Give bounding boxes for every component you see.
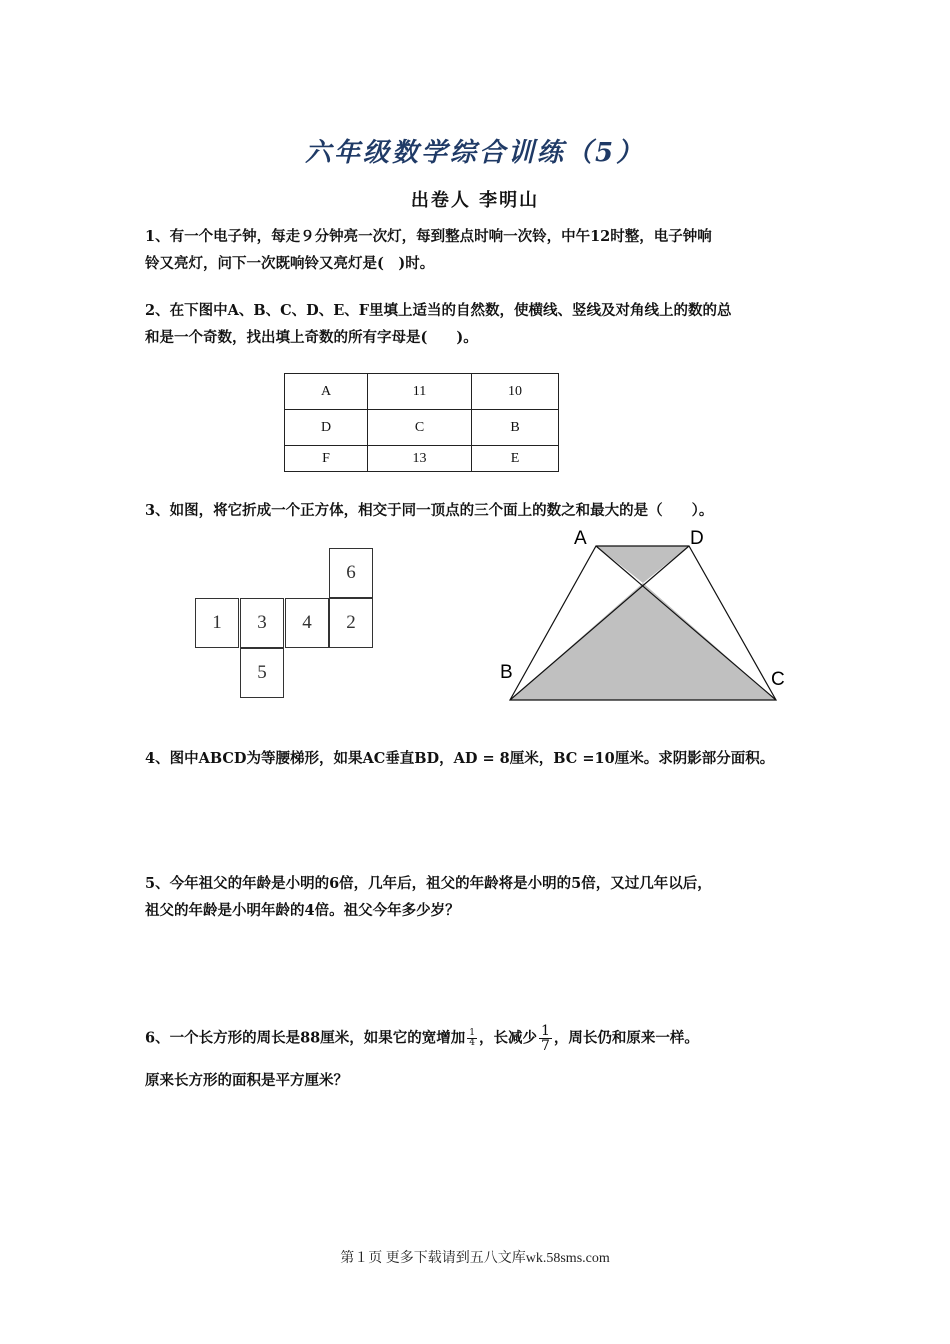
question-2-line-2: 和是一个奇数，找出填上奇数的所有字母是( )。 [145, 329, 478, 346]
cube-face-top: 6 [329, 548, 373, 598]
cube-face-bottom: 5 [240, 648, 284, 698]
question-2-line-1: 2、在下图中A、B、C、D、E、F里填上适当的自然数，使横线、竖线及对角线上的数的总 [145, 302, 732, 319]
vertex-label-c: C [771, 669, 785, 690]
author-line: 出卷人 李明山 [410, 190, 540, 211]
question-6-line-1 [145, 1024, 815, 1053]
vertex-label-a: A [574, 528, 587, 549]
table-cell: 10 [472, 374, 559, 410]
letter-grid-table [284, 373, 559, 472]
question-5 [145, 870, 815, 924]
question-5-line-1: 5、今年祖父的年龄是小明的6倍，几年后，祖父的年龄将是小明的5倍，又过几年以后， [145, 875, 712, 892]
cube-face-3: 4 [285, 598, 329, 648]
fraction-one-quarter: $\frac{1}{4}$ [469, 1028, 475, 1048]
question-3 [145, 497, 815, 524]
table-cell: D [285, 410, 368, 446]
trapezoid-figure [495, 522, 800, 712]
question-6-text-1: 6、一个长方形的周长是88厘米，如果它的宽增加 [145, 1029, 466, 1047]
vertex-label-b: B [500, 662, 513, 683]
question-6-line-2: 原来长方形的面积是平方厘米？ [145, 1072, 348, 1089]
shaded-top-triangle [596, 546, 689, 583]
vertex-label-d: D [690, 528, 704, 549]
table-cell: A [285, 374, 368, 410]
table-cell: C [368, 410, 472, 446]
cube-net-figure [195, 548, 375, 703]
table-cell: 13 [368, 446, 472, 472]
question-1-line-2: 铃又亮灯，问下一次既响铃又亮灯是( )时。 [145, 255, 435, 272]
table-cell: B [472, 410, 559, 446]
table-cell: E [472, 446, 559, 472]
question-1-line-1: 1、有一个电子钟，每走９分钟亮一次灯，每到整点时响一次铃，中午12时整，电子钟响 [145, 228, 712, 245]
table-row [285, 374, 559, 410]
cube-face-4: 2 [329, 598, 373, 648]
table-row [285, 446, 559, 472]
page-footer: 第１页 更多下载请到五八文库wk.58sms.com [340, 1251, 610, 1266]
question-1 [145, 223, 815, 277]
question-3-line-1: 3、如图，将它折成一个正方体，相交于同一顶点的三个面上的数之和最大的是（ ）。 [145, 502, 714, 519]
table-cell: F [285, 446, 368, 472]
cube-face-2: 3 [240, 598, 284, 648]
question-6 [145, 1024, 815, 1094]
table-cell: 11 [368, 374, 472, 410]
fraction-one-seventh: $\frac{1}{7}$ [541, 1023, 550, 1054]
page-title: 六年级数学综合训练（5） [304, 138, 646, 168]
question-4 [145, 745, 815, 772]
table-row [285, 410, 559, 446]
question-2 [145, 297, 815, 351]
question-6-text-3: ，周长仍和原来一样。 [553, 1029, 699, 1047]
cube-face-1: 1 [195, 598, 239, 648]
question-4-line-1: 4、图中ABCD为等腰梯形，如果AC垂直BD，AD = 8厘米，BC =10厘米。求阴影部分面积。 [145, 750, 775, 767]
question-5-line-2: 祖父的年龄是小明年龄的4倍。祖父今年多少岁？ [145, 902, 460, 919]
question-6-text-2: ，长减少 [479, 1029, 537, 1047]
shaded-bottom-triangle [510, 583, 776, 700]
